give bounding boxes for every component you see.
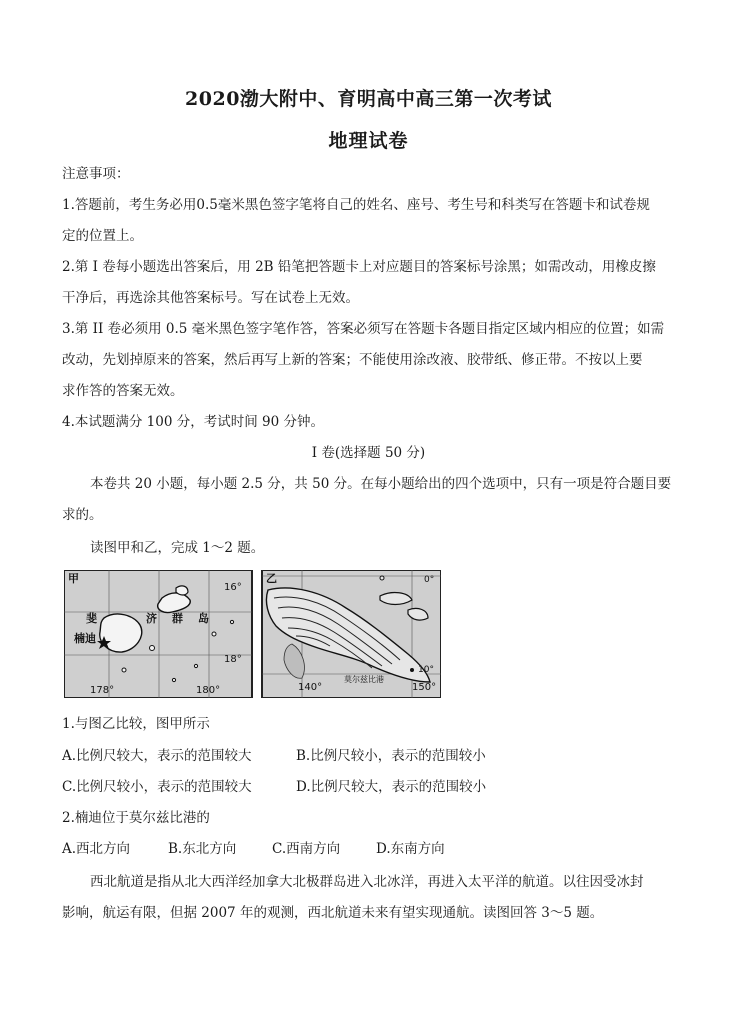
map-jia (64, 570, 252, 698)
section-intro-line: 本卷共 20 小题，每小题 2.5 分，共 50 分。在每小题给出的四个选项中，只有一项是符合题目要 (90, 476, 672, 492)
region-char: 斐 (86, 612, 97, 625)
q2-option-d: D.东南方向 (376, 841, 445, 857)
lat-label: 0° (424, 575, 435, 585)
note-line: 2.第 I 卷每小题选出答案后，用 2B 铅笔把答题卡上对应题目的答案标号涂黑；如需改动，用橡皮擦 (62, 259, 656, 275)
q1-option-a: A.比例尺较大，表示的范围较大 (62, 748, 252, 764)
exam-subtitle: 地理试卷 (328, 130, 409, 152)
section-intro-line: 求的。 (62, 507, 103, 523)
q2-stem: 2.楠迪位于莫尔兹比港的 (62, 810, 210, 826)
notes-heading: 注意事项： (62, 166, 130, 182)
lon-label: 150° (412, 682, 437, 693)
note-line: 4.本试题满分 100 分，考试时间 90 分钟。 (62, 414, 324, 430)
map-figures (64, 570, 441, 698)
q1-option-c: C.比例尺较小，表示的范围较大 (62, 779, 252, 795)
region-char: 岛 (198, 612, 209, 625)
lat-label: 18° (224, 654, 242, 665)
passage-line: 影响，航运有限，但据 2007 年的观测，西北航道未来有望实现通航。读图回答 3～5 题。 (62, 905, 604, 921)
q2-option-c: C.西南方向 (272, 841, 341, 857)
note-line: 3.第 II 卷必须用 0.5 毫米黑色签字笔作答，答案必须写在答题卡各题目指定区域内相应的位置；如需 (62, 321, 665, 337)
q1-option-d: D.比例尺较大，表示的范围较小 (296, 779, 487, 795)
q1-stem: 1.与图乙比较，图甲所示 (62, 716, 210, 732)
region-char: 群 (172, 612, 183, 625)
note-line: 求作答的答案无效。 (62, 383, 184, 399)
note-line: 1.答题前，考生务必用0.5毫米黑色签字笔将自己的姓名、座号、考生号和科类写在答题卡和试卷规 (62, 197, 650, 213)
map-yi-label: 乙 (266, 572, 277, 585)
port-label: 莫尔兹比港 (344, 675, 384, 684)
q1-option-b: B.比例尺较小，表示的范围较小 (296, 748, 486, 764)
lat-label: 10° (418, 665, 434, 675)
port-marker (410, 668, 414, 672)
lon-label: 140° (298, 682, 323, 693)
map-yi (262, 570, 441, 698)
lat-label: 16° (224, 582, 242, 593)
note-line: 干净后，再选涂其他答案标号。写在试卷上无效。 (62, 290, 359, 306)
map-prompt: 读图甲和乙，完成 1～2 题。 (90, 540, 265, 556)
q2-option-a: A.西北方向 (62, 841, 131, 857)
region-char: 济 (146, 612, 157, 625)
q2-option-b: B.东北方向 (168, 841, 237, 857)
note-line: 定的位置上。 (62, 228, 143, 244)
note-line: 改动，先划掉原来的答案，然后再写上新的答案；不能使用涂改液、胶带纸、修正带。不按以上要 (62, 352, 643, 368)
exam-title: 2020渤大附中、育明高中高三第一次考试 (185, 88, 552, 110)
passage-line: 西北航道是指从北大西洋经加拿大北极群岛进入北冰洋，再进入太平洋的航道。以往因受冰封 (90, 874, 644, 890)
map-jia-label: 甲 (68, 572, 79, 585)
city-label: 楠迪 (74, 632, 96, 645)
section-title: I 卷(选择题 50 分) (311, 445, 426, 461)
lon-label: 180° (196, 685, 221, 696)
lon-label: 178° (90, 685, 115, 696)
